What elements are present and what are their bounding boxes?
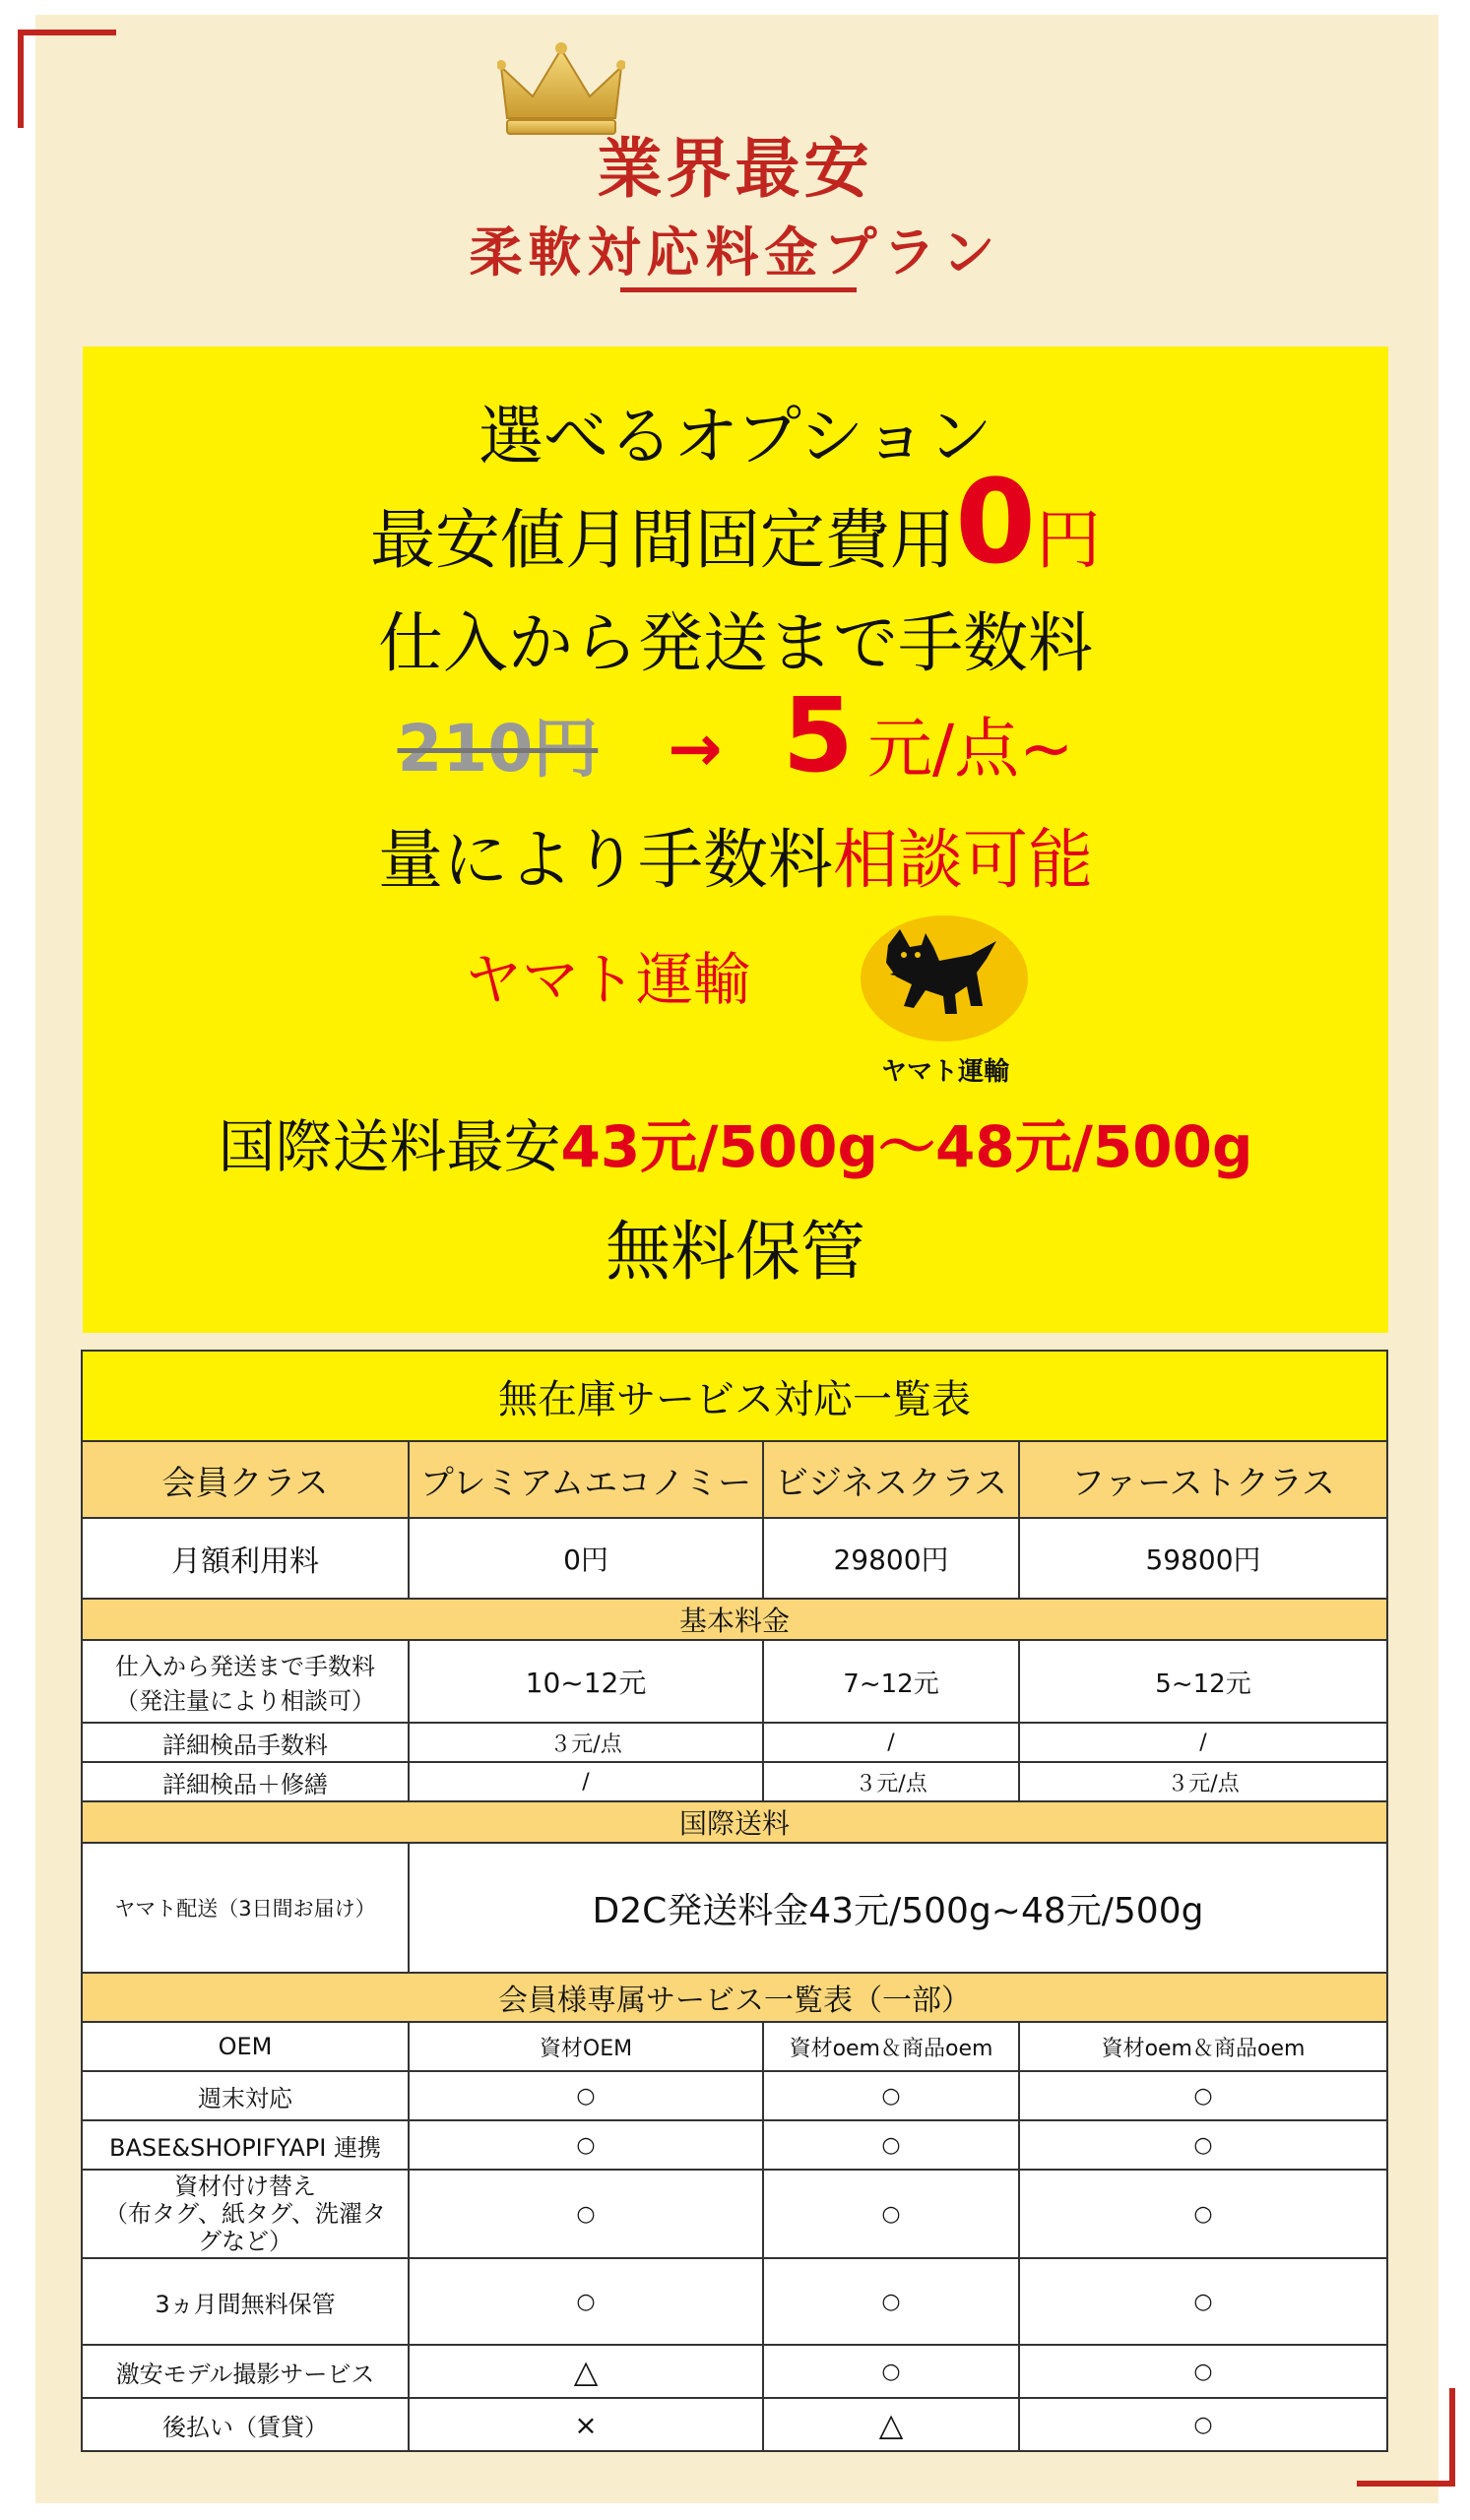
table-row: [82, 1723, 1387, 1762]
corner-bracket-bottom-right: [1357, 2481, 1455, 2487]
promo-negotiable-line: [83, 807, 1388, 901]
cell: ３元/点: [763, 1762, 1019, 1801]
cell: ３元/点: [409, 1723, 763, 1762]
cell: ○: [409, 2258, 763, 2345]
promo-intl-rate: 43元/500g〜48元/500g: [560, 1113, 1253, 1180]
cell: ○: [409, 2120, 763, 2170]
row-label-line: 仕入から発送まで手数料: [115, 1653, 375, 1680]
cell: ○: [1019, 2258, 1387, 2345]
promo-negotiable-label: 量により手数料: [378, 822, 833, 898]
row-label: 週末対応: [82, 2071, 409, 2120]
promo-negotiable-highlight: 相談可能: [833, 822, 1093, 898]
arrow-icon: →: [668, 711, 723, 787]
cell: ○: [763, 2120, 1019, 2170]
page-subtitle: 柔軟対応料金プラン: [469, 221, 1001, 284]
title-underline: [620, 287, 857, 292]
cell: ○: [763, 2345, 1019, 2398]
table-row: [82, 2120, 1387, 2170]
row-label: [82, 1640, 409, 1723]
cell: ○: [1019, 2071, 1387, 2120]
table-row: [82, 1762, 1387, 1801]
row-label: 詳細検品＋修繕: [82, 1762, 409, 1801]
cell: 7~12元: [763, 1640, 1019, 1723]
promo-zero-unit: 円: [1036, 502, 1102, 578]
cell: 5~12元: [1019, 1640, 1387, 1723]
table-row: [82, 2022, 1387, 2071]
table-row: [82, 2258, 1387, 2345]
cell: ３元/点: [1019, 1762, 1387, 1801]
page-title: 業界最安: [597, 131, 873, 207]
black-cat-icon: [861, 915, 1028, 1041]
promo-handling-line: 仕入から発送まで手数料: [378, 605, 1093, 681]
promo-free-storage-line: 無料保管: [606, 1214, 865, 1290]
section-row: [82, 1973, 1387, 2022]
old-price: 210円: [397, 711, 599, 787]
table-row: [82, 2071, 1387, 2120]
section-header: 国際送料: [82, 1801, 1387, 1843]
service-comparison-table: [81, 1350, 1388, 2452]
cell: D2C発送料金43元/500g~48元/500g: [409, 1843, 1387, 1973]
column-header: ファーストクラス: [1019, 1441, 1387, 1518]
promo-intl-label: 国際送料最安: [218, 1113, 561, 1180]
column-header: プレミアムエコノミー: [409, 1441, 763, 1518]
cell: ○: [409, 2170, 763, 2258]
row-label-line: 資材付け替え: [174, 2173, 316, 2200]
row-label: 後払い（賃貸）: [82, 2398, 409, 2451]
section-header: 会員様専属サービス一覧表（一部）: [82, 1973, 1387, 2022]
cell: 59800円: [1019, 1518, 1387, 1599]
row-label-line: （発注量により相談可）: [115, 1687, 375, 1715]
cell: ○: [1019, 2120, 1387, 2170]
table-row: [82, 2345, 1387, 2398]
row-label: 3ヵ月間無料保管: [82, 2258, 409, 2345]
cell: 29800円: [763, 1518, 1019, 1599]
promo-price-line: [83, 675, 1388, 803]
new-price-number: 5: [782, 675, 854, 795]
section-row: [82, 1599, 1387, 1640]
carrier-name: ヤマト運輸: [465, 946, 751, 1013]
yamato-logo: [861, 915, 1028, 1041]
cell: ○: [409, 2071, 763, 2120]
column-header: 会員クラス: [82, 1441, 409, 1518]
corner-bracket-top-left: [18, 30, 116, 35]
promo-options-line: 選べるオプション: [478, 399, 993, 474]
cell: ○: [763, 2258, 1019, 2345]
row-label: BASE&SHOPIFYAPI 連携: [82, 2120, 409, 2170]
cell: ○: [1019, 2398, 1387, 2451]
new-price-unit: 元/点~: [866, 711, 1074, 787]
promo-intl-shipping-line: [83, 1101, 1388, 1183]
row-label: 月額利用料: [82, 1518, 409, 1599]
row-label: 激安モデル撮影サービス: [82, 2345, 409, 2398]
promo-box: [83, 346, 1388, 1333]
row-label: 詳細検品手数料: [82, 1723, 409, 1762]
table-row: [82, 1843, 1387, 1973]
table-row: [82, 1640, 1387, 1723]
corner-bracket-bottom-right-vertical: [1449, 2388, 1455, 2487]
cell: /: [409, 1762, 763, 1801]
table-header-row: [82, 1441, 1387, 1518]
cell: ○: [1019, 2170, 1387, 2258]
cell: /: [763, 1723, 1019, 1762]
corner-bracket-top-left-vertical: [18, 30, 24, 128]
promo-zero-amount: 0: [954, 454, 1037, 590]
cell: ○: [763, 2071, 1019, 2120]
section-row: [82, 1801, 1387, 1843]
promo-fixed-cost-line: [83, 454, 1388, 599]
cell: 資材oem＆商品oem: [763, 2022, 1019, 2071]
section-header: 基本料金: [82, 1599, 1387, 1640]
cell: /: [1019, 1723, 1387, 1762]
table-title: 無在庫サービス対応一覧表: [82, 1351, 1387, 1441]
cell: ○: [1019, 2345, 1387, 2398]
cell: 資材oem＆商品oem: [1019, 2022, 1387, 2071]
column-header: ビジネスクラス: [763, 1441, 1019, 1518]
table-row: [82, 1518, 1387, 1599]
table-title-row: [82, 1351, 1387, 1441]
cell: ×: [409, 2398, 763, 2451]
cell: 0円: [409, 1518, 763, 1599]
cell: 資材OEM: [409, 2022, 763, 2071]
cell: △: [763, 2398, 1019, 2451]
row-label-line: （布タグ、紙タグ、洗濯タ: [103, 2200, 387, 2228]
table-row: [82, 2170, 1387, 2258]
cell: 10~12元: [409, 1640, 763, 1723]
table-row: [82, 2398, 1387, 2451]
row-label: ヤマト配送（3日間お届け）: [82, 1843, 409, 1973]
cell: △: [409, 2345, 763, 2398]
row-label: OEM: [82, 2022, 409, 2071]
row-label-line: グなど）: [198, 2228, 292, 2255]
row-label: [82, 2170, 409, 2258]
yamato-logo-text: ヤマト運輸: [880, 1057, 1009, 1087]
cell: ○: [763, 2170, 1019, 2258]
promo-fixed-cost-label: 最安値月間固定費用: [369, 502, 955, 578]
